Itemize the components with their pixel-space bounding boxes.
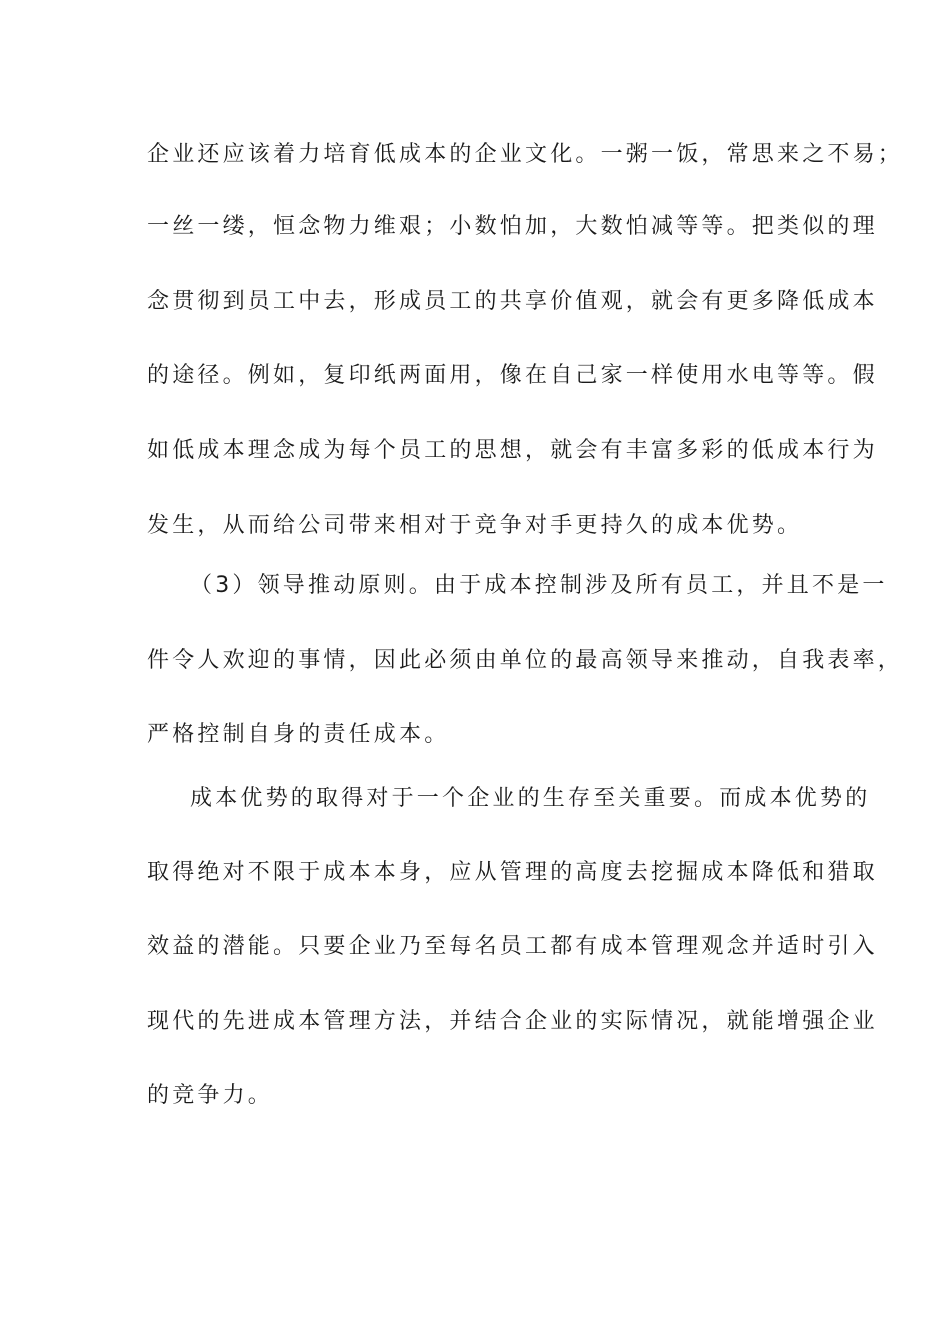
text-line: 件令人欢迎的事情，因此必须由单位的最高领导来推动，自我表率， — [147, 648, 904, 673]
text-line: 如低成本理念成为每个员工的思想，就会有丰富多彩的低成本行为 — [147, 438, 878, 463]
text-line: 一丝一缕，恒念物力维艰；小数怕加，大数怕减等等。把类似的理 — [147, 214, 878, 239]
text-line: 成本优势的取得对于一个企业的生存至关重要。而成本优势的 — [190, 786, 871, 811]
text-line: 的途径。例如，复印纸两面用，像在自己家一样使用水电等等。假 — [147, 363, 878, 388]
text-line: 现代的先进成本管理方法，并结合企业的实际情况，就能增强企业 — [147, 1009, 878, 1034]
text-line: 企业还应该着力培育低成本的企业文化。一粥一饭，常思来之不易； — [147, 142, 904, 167]
text-line: 效益的潜能。只要企业乃至每名员工都有成本管理观念并适时引入 — [147, 934, 878, 959]
text-line: 念贯彻到员工中去，形成员工的共享价值观，就会有更多降低成本 — [147, 289, 878, 314]
text-line: （3）领导推动原则。由于成本控制涉及所有员工，并且不是一 — [190, 573, 888, 598]
text-line: 严格控制自身的责任成本。 — [147, 722, 450, 747]
text-line: 的竞争力。 — [147, 1083, 274, 1108]
text-line: 取得绝对不限于成本本身，应从管理的高度去挖掘成本降低和猎取 — [147, 860, 878, 885]
text-line: 发生，从而给公司带来相对于竞争对手更持久的成本优势。 — [147, 513, 803, 538]
